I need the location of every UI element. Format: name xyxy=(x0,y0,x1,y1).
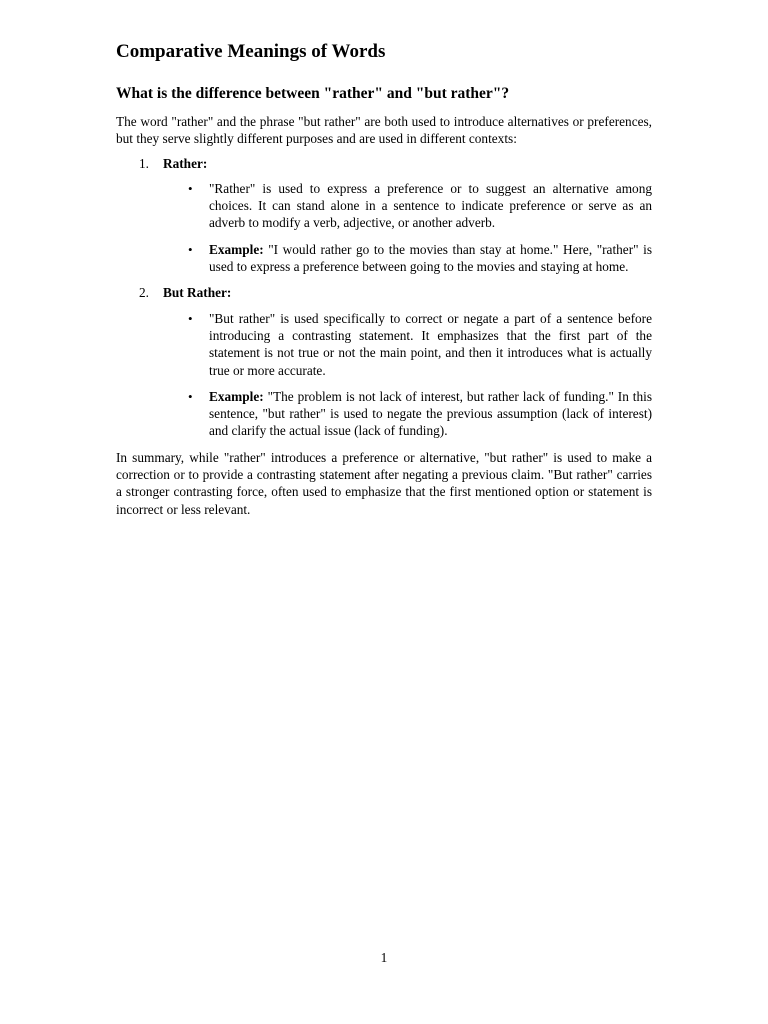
bullet-text: "The problem is not lack of interest, but rather lack of funding." In this sentence, "but rather" is used to negate the previous assumption (lack of interest) and clarify the actual issue (lack of funding). xyxy=(209,388,652,439)
list-item-number: 1. xyxy=(139,155,149,171)
example-label: Example: xyxy=(209,241,264,257)
bullet-list xyxy=(163,310,652,440)
example-label: Example: xyxy=(209,388,264,404)
list-item-rather xyxy=(116,155,652,276)
bullet-icon: • xyxy=(188,241,193,257)
bullet-item xyxy=(163,241,652,276)
bullet-item xyxy=(163,310,652,379)
bullet-text: "But rather" is used specifically to correct or negate a part of a sentence before introducing a contrasting statement. It emphasizes that the first part of the statement is not true or not the main point, and then it introduces what is actually true or more accurate. xyxy=(209,310,652,378)
list-item-heading: Rather: xyxy=(163,155,208,171)
bullet-list xyxy=(163,180,652,275)
bullet-icon: • xyxy=(188,310,193,326)
bullet-icon: • xyxy=(188,388,193,404)
bullet-item xyxy=(163,180,652,232)
list-item-but-rather xyxy=(116,284,652,439)
bullet-item xyxy=(163,388,652,440)
bullet-text: "I would rather go to the movies than stay at home." Here, "rather" is used to express a preference between going to the movies and staying at home. xyxy=(209,241,652,275)
list-item-number: 2. xyxy=(139,285,149,301)
question-heading: What is the difference between "rather" and "but rather"? xyxy=(116,85,510,102)
numbered-list xyxy=(116,155,652,440)
summary-paragraph: In summary, while "rather" introduces a preference or alternative, "but rather" is used to make a correction or to provide a contrasting statement after negating a previous claim. "But rather" carries a stronger contrasting force, often used to emphasize that the first mentioned option or statement is incorrect or less relevant. xyxy=(116,449,652,517)
bullet-icon: • xyxy=(188,180,193,196)
page-number: 1 xyxy=(380,950,388,965)
intro-paragraph: The word "rather" and the phrase "but rather" are both used to introduce alternatives or preferences, but they serve slightly different purposes and are used in different contexts: xyxy=(116,114,652,147)
document-page xyxy=(116,40,652,518)
document-title: Comparative Meanings of Words xyxy=(116,41,386,62)
list-item-heading: But Rather: xyxy=(163,285,232,301)
bullet-text: "Rather" is used to express a preference or to suggest an alternative among choices. It can stand alone in a sentence to indicate preference or serve as an adverb to modify a verb, adjective, or another adverb. xyxy=(209,180,652,231)
